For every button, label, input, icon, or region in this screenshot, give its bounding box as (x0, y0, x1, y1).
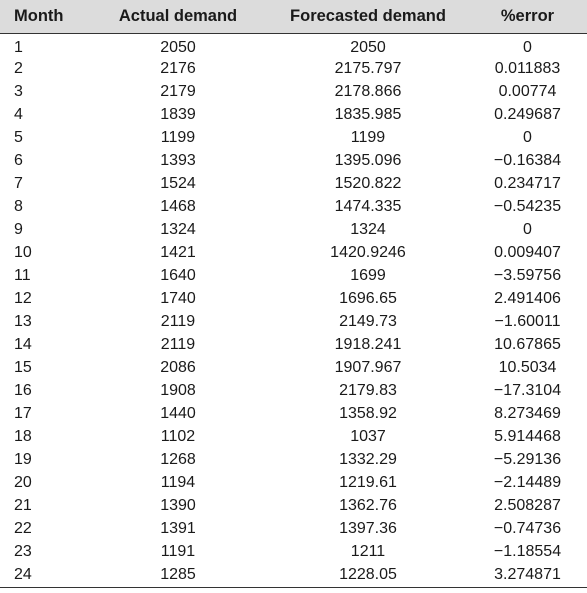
cell-percent-error: −5.29136 (493, 450, 562, 468)
cell-percent-error: −1.60011 (494, 312, 561, 330)
cell-month: 8 (14, 197, 23, 215)
cell-percent-error: −0.16384 (493, 151, 562, 169)
cell-percent-error: 0 (523, 38, 532, 56)
cell-percent-error: −3.59756 (493, 266, 562, 284)
cell-actual-demand: 1199 (160, 128, 196, 146)
cell-month: 12 (14, 289, 32, 307)
table-row (0, 448, 587, 471)
cell-forecasted-demand: 1420.9246 (330, 243, 406, 261)
cell-actual-demand: 1421 (160, 243, 196, 261)
cell-month: 3 (14, 82, 23, 100)
cell-actual-demand: 1839 (160, 105, 196, 123)
cell-forecasted-demand: 1696.65 (339, 289, 397, 307)
table-row (0, 333, 587, 356)
cell-month: 9 (14, 220, 23, 238)
cell-percent-error: −17.3104 (493, 381, 562, 399)
table-row (0, 402, 587, 425)
cell-month: 6 (14, 151, 23, 169)
cell-percent-error: −0.54235 (493, 197, 562, 215)
cell-actual-demand: 1524 (160, 174, 196, 192)
table-row (0, 425, 587, 448)
cell-percent-error: 10.5034 (498, 358, 557, 376)
cell-actual-demand: 2086 (160, 358, 196, 376)
header-month: Month (0, 0, 88, 33)
header-percent-error: %error (468, 0, 587, 33)
table-row (0, 356, 587, 379)
cell-actual-demand: 1440 (160, 404, 196, 422)
cell-month: 11 (14, 266, 31, 284)
cell-month: 16 (14, 381, 32, 399)
cell-percent-error: 0 (523, 128, 532, 146)
cell-forecasted-demand: 1474.335 (334, 197, 402, 215)
table-row (0, 126, 587, 149)
cell-percent-error: 3.274871 (494, 565, 561, 583)
cell-actual-demand: 1285 (160, 565, 196, 583)
cell-forecasted-demand: 2178.866 (334, 82, 402, 100)
header-actual-demand: Actual demand (88, 0, 268, 33)
cell-month: 17 (14, 404, 32, 422)
table-row (0, 80, 587, 103)
cell-percent-error: −1.18554 (493, 542, 562, 560)
cell-forecasted-demand: 1395.096 (334, 151, 402, 169)
cell-forecasted-demand: 1358.92 (339, 404, 397, 422)
table-row (0, 563, 587, 586)
cell-forecasted-demand: 1835.985 (334, 105, 402, 123)
table-row (0, 379, 587, 402)
cell-month: 7 (14, 174, 23, 192)
cell-month: 22 (14, 519, 32, 537)
table-row (0, 310, 587, 333)
cell-forecasted-demand: 2050 (350, 38, 386, 56)
table-row (0, 103, 587, 126)
cell-forecasted-demand: 2149.73 (339, 312, 397, 330)
cell-month: 19 (14, 450, 32, 468)
table-row (0, 149, 587, 172)
header-row (0, 0, 587, 33)
cell-month: 23 (14, 542, 32, 560)
cell-forecasted-demand: 1907.967 (334, 358, 402, 376)
cell-actual-demand: 1390 (160, 496, 196, 514)
cell-forecasted-demand: 1397.36 (339, 519, 397, 537)
cell-actual-demand: 1908 (160, 381, 196, 399)
cell-month: 18 (14, 427, 32, 445)
cell-percent-error: 0.249687 (494, 105, 561, 123)
cell-month: 13 (14, 312, 32, 330)
cell-percent-error: 0.00774 (498, 82, 557, 100)
cell-percent-error: 0.009407 (494, 243, 561, 261)
cell-actual-demand: 1268 (160, 450, 196, 468)
cell-actual-demand: 1194 (160, 473, 196, 491)
cell-actual-demand: 1324 (160, 220, 196, 238)
table-row (0, 471, 587, 494)
cell-month: 14 (14, 335, 32, 353)
cell-forecasted-demand: 1362.76 (339, 496, 397, 514)
cell-actual-demand: 1391 (160, 519, 196, 537)
cell-forecasted-demand: 1324 (350, 220, 386, 238)
cell-forecasted-demand: 2179.83 (339, 381, 397, 399)
cell-month: 24 (14, 565, 32, 583)
cell-month: 4 (14, 105, 23, 123)
cell-percent-error: 0 (523, 220, 532, 238)
table-row (0, 241, 587, 264)
table-row (0, 195, 587, 218)
cell-forecasted-demand: 1918.241 (334, 335, 402, 353)
cell-forecasted-demand: 1520.822 (334, 174, 402, 192)
cell-actual-demand: 2119 (160, 312, 196, 330)
cell-actual-demand: 1102 (160, 427, 196, 445)
table-body (0, 33, 587, 586)
cell-forecasted-demand: 1211 (350, 542, 386, 560)
cell-forecasted-demand: 1199 (350, 128, 386, 146)
cell-percent-error: −0.74736 (493, 519, 562, 537)
cell-month: 10 (14, 243, 32, 261)
cell-month: 1 (14, 38, 23, 56)
table-header (0, 0, 587, 33)
cell-percent-error: 5.914468 (494, 427, 561, 445)
cell-actual-demand: 2179 (160, 82, 196, 100)
cell-percent-error: 2.491406 (494, 289, 561, 307)
cell-forecasted-demand: 1332.29 (339, 450, 397, 468)
cell-actual-demand: 2119 (160, 335, 196, 353)
cell-month: 2 (14, 59, 23, 77)
cell-forecasted-demand: 1228.05 (339, 565, 397, 583)
cell-forecasted-demand: 1219.61 (339, 473, 397, 491)
cell-actual-demand: 1191 (160, 542, 196, 560)
cell-actual-demand: 2176 (160, 59, 196, 77)
cell-percent-error: −2.14489 (493, 473, 562, 491)
table-row (0, 57, 587, 80)
table-row (0, 494, 587, 517)
cell-actual-demand: 1468 (160, 197, 196, 215)
cell-forecasted-demand: 2175.797 (334, 59, 402, 77)
cell-month: 21 (14, 496, 32, 514)
table-row (0, 540, 587, 563)
table-row (0, 33, 587, 57)
cell-actual-demand: 1640 (160, 266, 196, 284)
table-row (0, 264, 587, 287)
cell-month: 15 (14, 358, 32, 376)
table-row (0, 218, 587, 241)
cell-percent-error: 2.508287 (494, 496, 561, 514)
cell-month: 20 (14, 473, 32, 491)
cell-percent-error: 0.234717 (494, 174, 561, 192)
cell-month: 5 (14, 128, 23, 146)
cell-actual-demand: 1393 (160, 151, 196, 169)
table-row (0, 172, 587, 195)
cell-actual-demand: 2050 (160, 38, 196, 56)
cell-percent-error: 10.67865 (494, 335, 561, 353)
cell-percent-error: 8.273469 (494, 404, 561, 422)
table-bottom-rule (0, 587, 587, 588)
cell-forecasted-demand: 1699 (350, 266, 386, 284)
table-row (0, 517, 587, 540)
cell-forecasted-demand: 1037 (350, 427, 386, 445)
header-forecasted-demand: Forecasted demand (268, 0, 468, 33)
cell-percent-error: 0.011883 (494, 59, 561, 77)
table-row (0, 287, 587, 310)
cell-actual-demand: 1740 (160, 289, 196, 307)
